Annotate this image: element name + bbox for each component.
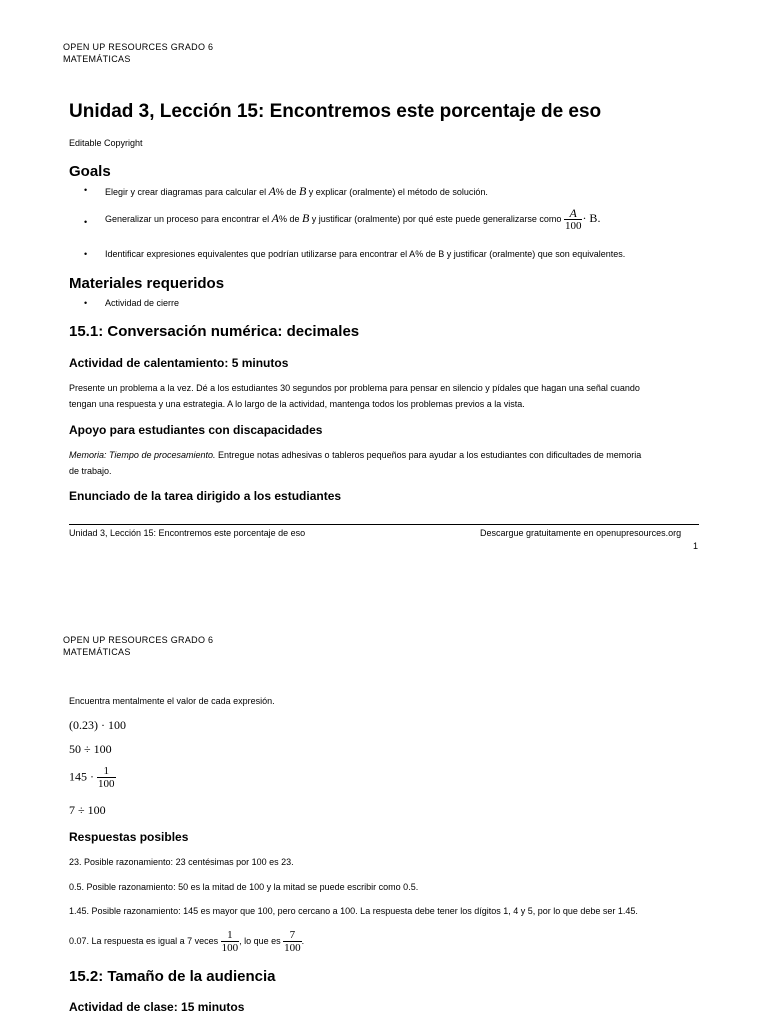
goal-item-2: Generalizar un proceso para encontrar el A% de B y justificar (oralmente) por qué este puede generalizarse como $\frac{A}{100}$ · B. — [105, 206, 601, 232]
page-header-title: OPEN UP RESOURCES GRADO 6 — [63, 42, 214, 52]
expression-3: 145 · $\frac{1}{100}$ — [69, 765, 115, 790]
fraction: $\frac{1}{100}$ — [98, 765, 115, 790]
fraction: $\frac{7}{100}$ — [284, 929, 301, 954]
goal-item-1: Elegir y crear diagramas para calcular el A% de B y explicar (oralmente) el método de solución. — [105, 184, 488, 198]
footer-lesson: Unidad 3, Lección 15: Encontremos este porcentaje de eso — [69, 528, 306, 538]
goal-item-3: Identificar expresiones equivalentes que podrían utilizarse para encontrar el A% de B y justificar (oralmente) que son equivalentes. — [105, 249, 626, 259]
task-heading: Enunciado de la tarea dirigido a los estudiantes — [69, 489, 342, 503]
answer-1: 23. Posible razonamiento: 23 centésimas por 100 es 23. — [69, 857, 294, 867]
materials-heading: Materiales requeridos — [69, 275, 225, 292]
goals-heading: Goals — [69, 163, 111, 180]
warmup-text-1: Presente un problema a la vez. Dé a los estudiantes 30 segundos por problema para pensar en silencio y pídales que hagan una señal cuando — [69, 383, 640, 393]
fraction: $\frac{1}{100}$ — [221, 929, 239, 954]
bullet-icon: • — [84, 249, 88, 259]
answer-3: 1.45. Posible razonamiento: 145 es mayor que 100, pero cercano a 100. La respuesta debe tener los dígitos 1, 4 y 5, por lo que debe ser 1.45. — [69, 906, 638, 916]
class-activity-heading: Actividad de clase: 15 minutos — [69, 1000, 245, 1014]
materials-item-1: Actividad de cierre — [105, 298, 180, 308]
section-heading-15-2: 15.2: Tamaño de la audiencia — [69, 968, 276, 985]
support-text-1: Memoria: Tiempo de procesamiento. Entregue notas adhesivas o tableros pequeños para ayudar a los estudiantes con dificultades de memoria — [69, 450, 642, 460]
page-number: 1 — [693, 541, 699, 551]
answer-4: 0.07. La respuesta es igual a 7 veces $\frac{1}{100}$ , lo que es $\frac{7}{100}$ . — [69, 929, 305, 954]
page-header-title: OPEN UP RESOURCES GRADO 6 — [63, 635, 214, 645]
bullet-icon: • — [84, 185, 88, 195]
support-heading: Apoyo para estudiantes con discapacidades — [69, 423, 323, 437]
support-text-2: de trabajo. — [69, 466, 112, 476]
bullet-icon: • — [84, 217, 88, 227]
copyright-link[interactable]: Editable Copyright — [69, 138, 143, 148]
bullet-icon: • — [84, 298, 88, 308]
answer-2: 0.5. Posible razonamiento: 50 es la mitad de 100 y la mitad se puede escribir como 0.5. — [69, 882, 419, 892]
expression-4: 7 ÷ 100 — [69, 803, 106, 817]
expression-2: 50 ÷ 100 — [69, 742, 112, 756]
expression-1: (0.23) · 100 — [69, 718, 126, 732]
warmup-heading: Actividad de calentamiento: 5 minutos — [69, 356, 289, 370]
answers-heading: Respuestas posibles — [69, 830, 189, 844]
warmup-text-2: tengan una respuesta y una estrategia. A lo largo de la actividad, mantenga todos los problemas previos a la vista. — [69, 399, 525, 409]
footer-divider — [69, 524, 699, 525]
fraction: $\frac{A}{100}$ — [564, 206, 582, 232]
footer-download-link[interactable]: Descargue gratuitamente en openupresources.org — [480, 528, 682, 538]
lesson-title: Unidad 3, Lección 15: Encontremos este porcentaje de eso — [69, 101, 602, 122]
section-heading-15-1: 15.1: Conversación numérica: decimales — [69, 323, 360, 340]
task-prompt: Encuentra mentalmente el valor de cada expresión. — [69, 696, 275, 706]
page-header-subject: MATEMÁTICAS — [63, 647, 131, 657]
page-header-subject: MATEMÁTICAS — [63, 54, 131, 64]
